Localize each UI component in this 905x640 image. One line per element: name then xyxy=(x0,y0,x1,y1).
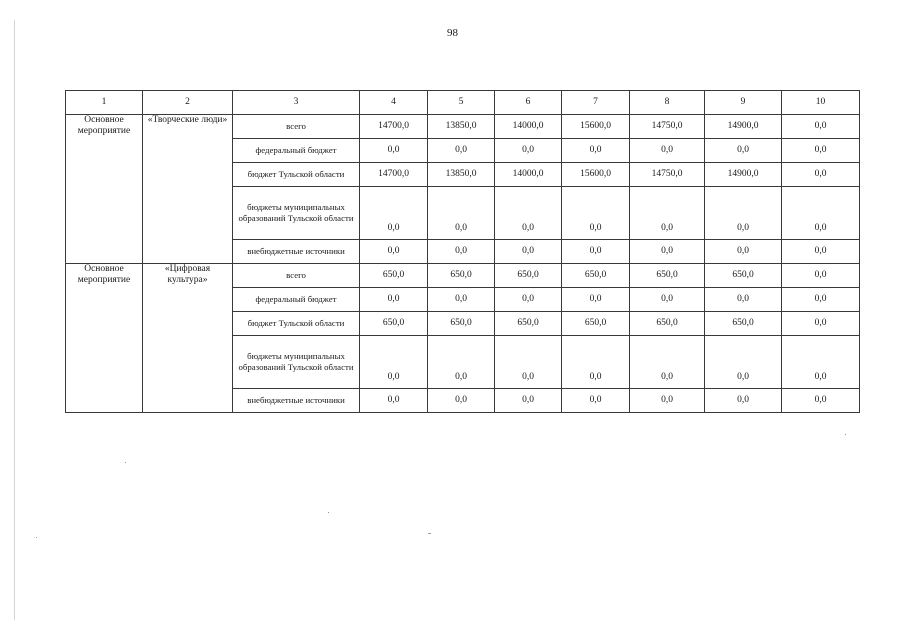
value-cell: 0,0 xyxy=(428,139,495,163)
value-cell: 650,0 xyxy=(562,264,630,288)
value-cell: 0,0 xyxy=(782,240,860,264)
value-cell: 15600,0 xyxy=(562,163,630,187)
value-cell: 0,0 xyxy=(630,389,705,413)
value-cell: 0,0 xyxy=(360,187,428,240)
column-number-cell: 6 xyxy=(495,91,562,115)
value-cell: 0,0 xyxy=(705,389,782,413)
value-cell: 15600,0 xyxy=(562,115,630,139)
value-cell: 0,0 xyxy=(428,187,495,240)
value-cell: 0,0 xyxy=(630,139,705,163)
value-cell: 650,0 xyxy=(495,312,562,336)
value-cell: 0,0 xyxy=(360,336,428,389)
value-cell: 0,0 xyxy=(782,288,860,312)
scan-speck xyxy=(36,537,37,538)
column-number-cell: 8 xyxy=(630,91,705,115)
scan-speck xyxy=(845,434,846,435)
funding-source-cell: всего xyxy=(233,264,360,288)
value-cell: 0,0 xyxy=(495,240,562,264)
value-cell: 0,0 xyxy=(495,336,562,389)
value-cell: 0,0 xyxy=(495,389,562,413)
value-cell: 0,0 xyxy=(360,389,428,413)
value-cell: 14900,0 xyxy=(705,115,782,139)
column-number-cell: 2 xyxy=(143,91,233,115)
value-cell: 13850,0 xyxy=(428,163,495,187)
column-number-cell: 7 xyxy=(562,91,630,115)
value-cell: 0,0 xyxy=(428,389,495,413)
value-cell: 0,0 xyxy=(705,187,782,240)
value-cell: 0,0 xyxy=(782,312,860,336)
value-cell: 650,0 xyxy=(428,312,495,336)
funding-source-cell: бюджет Тульской области xyxy=(233,312,360,336)
value-cell: 650,0 xyxy=(495,264,562,288)
value-cell: 0,0 xyxy=(495,139,562,163)
page-number: 98 xyxy=(447,27,458,39)
funding-source-cell: всего xyxy=(233,115,360,139)
value-cell: 0,0 xyxy=(562,389,630,413)
value-cell: 14900,0 xyxy=(705,163,782,187)
funding-source-cell: бюджет Тульской области xyxy=(233,163,360,187)
value-cell: 0,0 xyxy=(705,139,782,163)
value-cell: 14700,0 xyxy=(360,115,428,139)
funding-source-cell: федеральный бюджет xyxy=(233,139,360,163)
value-cell: 0,0 xyxy=(782,187,860,240)
value-cell: 0,0 xyxy=(495,288,562,312)
value-cell: 0,0 xyxy=(705,240,782,264)
column-number-row xyxy=(66,91,860,115)
activity-name-cell: «Цифровая культура» xyxy=(143,264,233,413)
value-cell: 650,0 xyxy=(705,264,782,288)
funding-source-cell: бюджеты муниципальных образований Тульской области xyxy=(233,336,360,389)
value-cell: 0,0 xyxy=(562,288,630,312)
budget-table xyxy=(65,90,860,413)
value-cell: 0,0 xyxy=(705,336,782,389)
value-cell: 14700,0 xyxy=(360,163,428,187)
value-cell: 0,0 xyxy=(360,240,428,264)
value-cell: 0,0 xyxy=(630,336,705,389)
funding-source-cell: бюджеты муниципальных образований Тульской области xyxy=(233,187,360,240)
table-row xyxy=(66,264,860,288)
value-cell: 0,0 xyxy=(782,389,860,413)
value-cell: 0,0 xyxy=(630,240,705,264)
value-cell: 14000,0 xyxy=(495,115,562,139)
scan-speck xyxy=(428,533,431,534)
value-cell: 0,0 xyxy=(782,139,860,163)
value-cell: 650,0 xyxy=(428,264,495,288)
value-cell: 650,0 xyxy=(705,312,782,336)
value-cell: 0,0 xyxy=(630,288,705,312)
table-row xyxy=(66,115,860,139)
column-number-cell: 4 xyxy=(360,91,428,115)
value-cell: 650,0 xyxy=(630,312,705,336)
value-cell: 14000,0 xyxy=(495,163,562,187)
value-cell: 0,0 xyxy=(562,336,630,389)
value-cell: 0,0 xyxy=(562,139,630,163)
activity-name-cell: «Творческие люди» xyxy=(143,115,233,264)
value-cell: 14750,0 xyxy=(630,163,705,187)
value-cell: 0,0 xyxy=(782,163,860,187)
column-number-cell: 10 xyxy=(782,91,860,115)
value-cell: 650,0 xyxy=(360,264,428,288)
value-cell: 0,0 xyxy=(360,288,428,312)
scan-speck xyxy=(125,462,126,463)
funding-source-cell: внебюджетные источники xyxy=(233,389,360,413)
column-number-cell: 1 xyxy=(66,91,143,115)
value-cell: 0,0 xyxy=(705,288,782,312)
scan-margin-line xyxy=(14,20,15,620)
value-cell: 0,0 xyxy=(782,336,860,389)
value-cell: 650,0 xyxy=(360,312,428,336)
value-cell: 0,0 xyxy=(630,187,705,240)
value-cell: 0,0 xyxy=(782,115,860,139)
value-cell: 0,0 xyxy=(562,187,630,240)
funding-source-cell: внебюджетные источники xyxy=(233,240,360,264)
column-number-cell: 9 xyxy=(705,91,782,115)
funding-source-cell: федеральный бюджет xyxy=(233,288,360,312)
value-cell: 0,0 xyxy=(562,240,630,264)
value-cell: 14750,0 xyxy=(630,115,705,139)
value-cell: 13850,0 xyxy=(428,115,495,139)
column-number-cell: 3 xyxy=(233,91,360,115)
value-cell: 0,0 xyxy=(428,288,495,312)
scan-speck xyxy=(328,512,329,513)
activity-type-cell: Основное мероприятие xyxy=(66,115,143,264)
activity-type-cell: Основное мероприятие xyxy=(66,264,143,413)
value-cell: 650,0 xyxy=(562,312,630,336)
value-cell: 0,0 xyxy=(428,240,495,264)
column-number-cell: 5 xyxy=(428,91,495,115)
value-cell: 0,0 xyxy=(360,139,428,163)
budget-table-body xyxy=(66,91,860,413)
value-cell: 650,0 xyxy=(630,264,705,288)
value-cell: 0,0 xyxy=(495,187,562,240)
value-cell: 0,0 xyxy=(428,336,495,389)
value-cell: 0,0 xyxy=(782,264,860,288)
